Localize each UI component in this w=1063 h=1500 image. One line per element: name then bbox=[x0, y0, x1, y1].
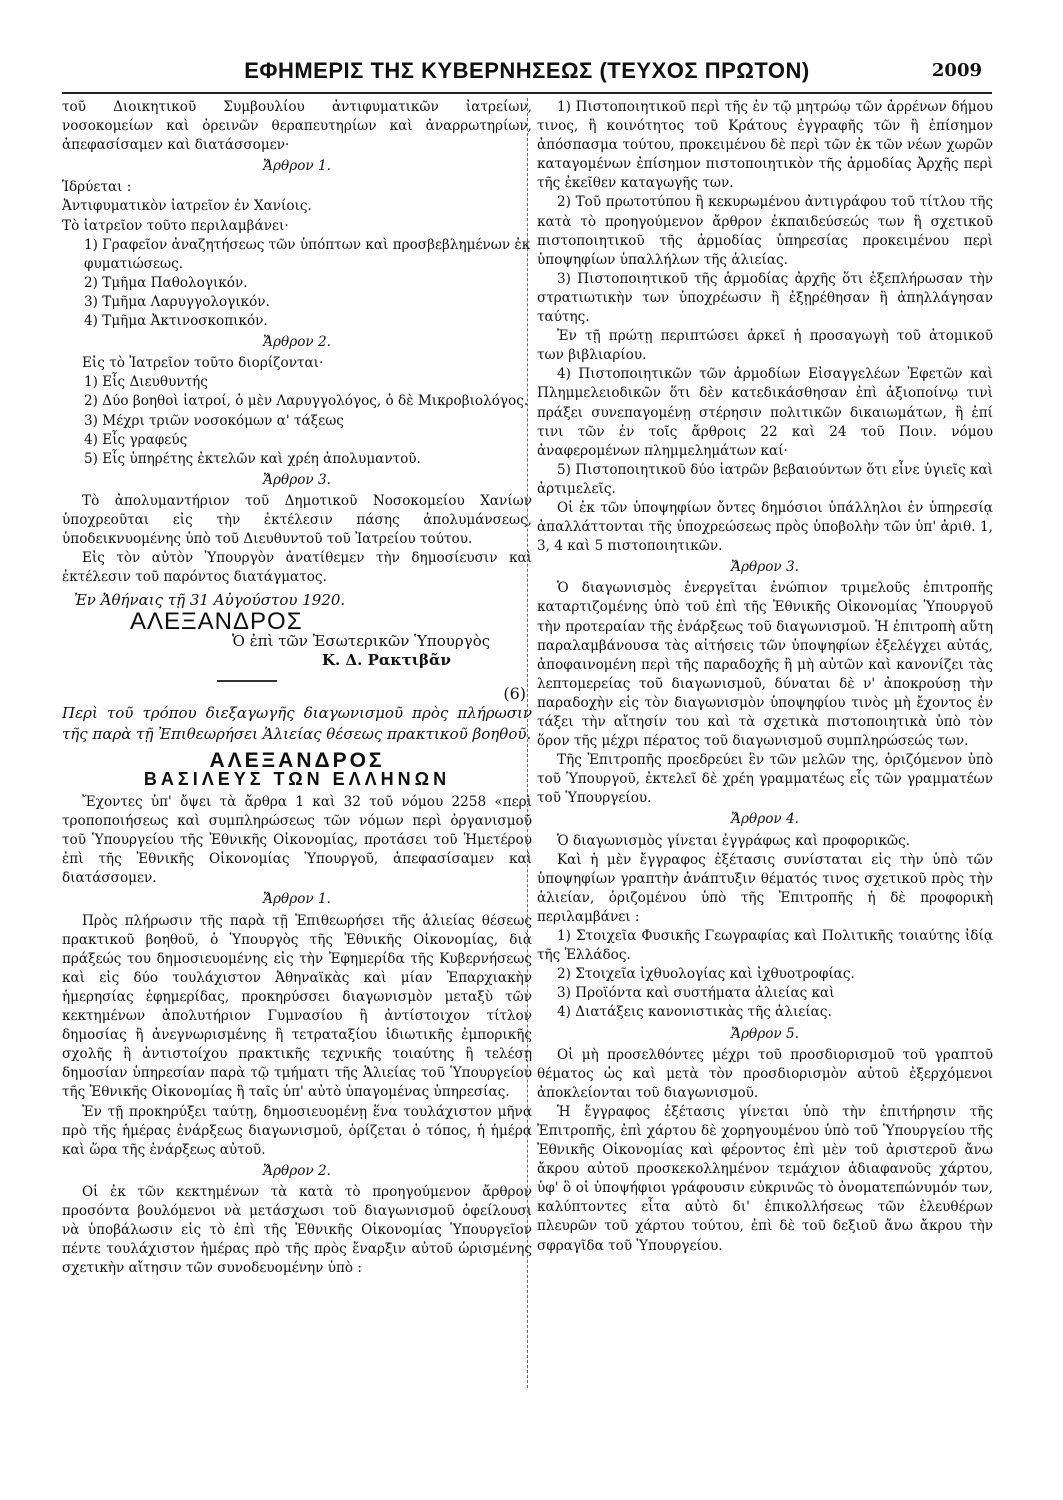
decree-number: (6) bbox=[503, 683, 526, 703]
king-signature: ΑΛΕΞΑΝΔΡΟΣ bbox=[130, 608, 303, 636]
paragraph: Ἱδρύεται : bbox=[62, 179, 132, 196]
list-item: 4) Πιστοποιητικῶν τῶν ἁρμοδίων Εἰσαγγελέων Ἐφετῶν καὶ Πλημμελειοδικῶν ὅτι δὲν κατεδικάσθησαν ἐπὶ ἀξιοποίνῳ τινὶ πράξει συνεπαγομένῃ στέρησιν πολιτικῶν δικαιωμάτων, ἢ ἐπί τινι τῶν ἐν τοῖς ἄρθροις 22 καὶ 24 τοῦ Ποιν. νόμου ἀναφερομένων πλημμελημάτων καί· bbox=[537, 366, 993, 459]
paragraph: Οἱ ἐκ τῶν κεκτημένων τὰ κατὰ τὸ προηγούμενον ἄρθρον προσόντα βουλόμενοι νὰ μετάσχωσι τοῦ διαγωνισμοῦ ὀφείλουσι νὰ ὑποβάλωσιν εἰς τὸ ἐπὶ τῆς Ἐθνικῆς Οἰκονομίας Ὑπουργεῖον πέντε τουλάχιστον ἡμέρας πρὸ τῆς πρὸς ἔναρξιν αὐτοῦ ὡρισμένης σχετικὴν αἴτησιν τῶν συνοδευομένην ὑπὸ : bbox=[62, 1183, 532, 1277]
article-heading: Ἄρθρον 3. bbox=[263, 471, 331, 488]
list-item: 3) Πιστοποιητικοῦ τῆς ἁρμοδίας ἀρχῆς ὅτι ἐξεπλήρωσαν τὴν στρατιωτικὴν των ὑποχρέωσιν ἢ ἐξῃρέθησαν ἢ ἀπηλλάγησαν ταύτης. bbox=[537, 270, 993, 326]
article-heading: Ἄρθρον 2. bbox=[263, 1162, 331, 1179]
list-item: 3) Τμῆμα Λαρυγγολογικόν. bbox=[84, 293, 270, 310]
royal-title: ΒΑΣΙΛΕΥΣ ΤΩΝ ΕΛΛΗΝΩΝ bbox=[143, 768, 451, 789]
minister-title: Ὁ ἐπὶ τῶν Ἐσωτερικῶν Ὑπουργὸς bbox=[232, 631, 491, 650]
paragraph: Οἱ ἐκ τῶν ὑποψηφίων ὄντες δημόσιοι ὑπάλληλοι ἐν ὑπηρεσίᾳ ἀπαλλάττονται τῆς ὑποχρεώσεως πρὸς ὑποβολὴν τῶν ὑπ' ἀριθ. 1, 3, 4 καὶ 5 πιστοποιητικῶν. bbox=[537, 499, 993, 555]
minister-name: Κ. Δ. Ρακτιβᾶν bbox=[322, 650, 451, 669]
list-item: 4) Διατάξεις κανονιστικὰς τῆς ἁλιείας. bbox=[557, 1004, 832, 1021]
paragraph: Πρὸς πλήρωσιν τῆς παρὰ τῇ Ἐπιθεωρήσει τῆς ἁλιείας θέσεως πρακτικοῦ βοηθοῦ, ὁ Ὑπουργὸς τῆς Ἐθνικῆς Οἰκονομίας, διὰ πράξεώς του δημοσιευομένης εἰς τὴν Ἐφημερίδα τῆς Κυβερνήσεως καὶ εἰς δύο τουλάχιστον Ἀθηναϊκὰς καὶ μίαν Ἐπαρχιακὴν ἡμερησίας ἐφημερίδας, προκηρύσσει διαγωνισμὸν μεταξὺ τῶν κεκτημένων ἀπολυτήριον Γυμνασίου ἢ ἀντίστοιχον τίτλον δημοσίας ἢ ἀνεγνωρισμένης ἢ τετραταξίου ἰδιωτικῆς ἐμπορικῆς σχολῆς ἢ ἀντιστοίχου πρακτικῆς τεχνικῆς τοιαύτης ἢ τελέσῃ δημοσίαν ὑπηρεσίαν παρὰ τῷ τμήματι τῆς Ἁλιείας τοῦ Ὑπουργείου τῆς Ἐθνικῆς Οἰκονομίας ἢ ταῖς ὑπ' αὐτὸ ὑπαγομένας ὑπηρεσίας. bbox=[62, 912, 532, 1101]
preamble: Ἔχοντες ὑπ' ὄψει τὰ ἄρθρα 1 καὶ 32 τοῦ νόμου 2258 «περὶ τροποποιήσεως καὶ συμπληρώσεως τῶν νόμων περὶ ὀργανισμοῦ τοῦ Ὑπουργείου τῆς Ἐθνικῆς Οἰκονομίας, προτάσει τοῦ Ἡμετέρου ἐπὶ τῆς Ἐθνικῆς Οἰκονομίας Ὑπουργοῦ, ἀπεφασίσαμεν καὶ διατάσσομεν. bbox=[62, 794, 532, 887]
article-heading: Ἄρθρον 1. bbox=[263, 891, 331, 908]
list-item: 5) Εἷς ὑπηρέτης ἐκτελῶν καὶ χρέη ἀπολυμαντοῦ. bbox=[84, 450, 421, 467]
header-rule bbox=[62, 92, 992, 94]
list-item: 1) Γραφεῖον ἀναζητήσεως τῶν ὑπόπτων καὶ προσβεβλημένων ἐκ φυματιώσεως. bbox=[84, 236, 531, 272]
list-item: 3) Προϊόντα καὶ συστήματα ἁλιείας καὶ bbox=[557, 985, 835, 1002]
article-heading: Ἄρθρον 4. bbox=[731, 811, 799, 828]
article-heading: Ἄρθρον 5. bbox=[731, 1025, 799, 1042]
list-item: 2) Δύο βοηθοὶ ἰατροί, ὁ μὲν Λαρυγγολόγος, ὁ δὲ Μικροβιολόγος. bbox=[84, 393, 529, 410]
list-item: 4) Εἷς γραφεύς bbox=[84, 431, 188, 448]
article-heading: Ἄρθρον 2. bbox=[263, 334, 331, 351]
paragraph: Ἡ ἔγγραφος ἐξέτασις γίνεται ὑπὸ τὴν ἐπιτήρησιν τῆς Ἐπιτροπῆς, ἐπὶ χάρτου δὲ χορηγουμένου ὑπὸ τοῦ Ὑπουργείου τῆς Ἐθνικῆς Οἰκονομίας καὶ φέροντος ἐπὶ μὲν τοῦ ἀριστεροῦ ἄνω ἄκρου αὐτοῦ προσκεκολλημένον τεμάχιον ἀδιαφανοῦς χάρτου, ὑφ' ὃ οἱ ὑποψήφιοι γράφουσιν εὐκρινῶς τὸ ὀνοματεπώνυμόν των, καλύπτοντες εἶτα αὐτὸ δι' ἐπικολλήσεως τῶν ἐλευθέρων πλευρῶν τοῦ χάρτου τούτου, ἐπὶ δὲ τοῦ δεξιοῦ ἄνω ἄκρου τὴν σφραγῖδα τοῦ Ὑπουργείου. bbox=[537, 1103, 993, 1254]
left-column bbox=[62, 98, 532, 1278]
list-item: 3) Μέχρι τριῶν νοσοκόμων α' τάξεως bbox=[84, 412, 344, 429]
page-header bbox=[62, 58, 992, 92]
list-item: 2) Τοῦ πρωτοτύπου ἢ κεκυρωμένου ἀντιγράφου τοῦ τίτλου τῆς κατὰ τὸ προηγούμενον ἄρθρον ἐκπαιδεύσεώς των ἢ σχετικοῦ πιστοποιητικοῦ τῆς ἁρμοδίας ὑπηρεσίας προκειμένου περὶ ὑποψηφίων ὑπαλλήλων τῆς ἁλιείας. bbox=[537, 194, 993, 268]
paragraph: Τὸ ἀπολυμαντήριον τοῦ Δημοτικοῦ Νοσοκομείου Χανίων ὑποχρεοῦται εἰς τὴν ἐκτέλεσιν πάσης ἀπολυμάνσεως, ὑποδεικνυομένης ὑπὸ τοῦ Διευθυντοῦ τοῦ Ἰατρείου τούτου. bbox=[62, 492, 532, 548]
page-number: 2009 bbox=[931, 60, 982, 81]
king-heading: ΑΛΕΞΑΝΔΡΟΣ bbox=[209, 748, 385, 772]
list-item: 2) Στοιχεῖα ἰχθυολογίας καὶ ἰχθυοτροφίας. bbox=[557, 966, 855, 983]
list-item: 1) Στοιχεῖα Φυσικῆς Γεωγραφίας καὶ Πολιτικῆς τοιαύτης ἰδίᾳ τῆς Ἑλλάδος. bbox=[537, 928, 993, 964]
paragraph: Οἱ μὴ προσελθόντες μέχρι τοῦ προσδιορισμοῦ τοῦ γραπτοῦ θέματος ὡς καὶ μετὰ τὸν προσδιορισμὸν αὐτοῦ ἐξερχόμενοι ἀποκλείονται τοῦ διαγωνισμοῦ. bbox=[537, 1046, 993, 1101]
list-item: 2) Τμῆμα Παθολογικόν. bbox=[84, 274, 248, 291]
paragraph: Εἰς τὸ Ἰατρεῖον τοῦτο διορίζονται· bbox=[82, 355, 324, 372]
paragraph: Ὁ διαγωνισμὸς γίνεται ἐγγράφως καὶ προφορικῶς. bbox=[557, 832, 911, 849]
paragraph: Τῆς Ἐπιτροπῆς προεδρεύει ἓν τῶν μελῶν της, ὁριζόμενον ὑπὸ τοῦ Ὑπουργοῦ, ἐκτελεῖ δὲ χρέη γραμματέως εἷς τῶν γραμματέων τοῦ Ὑπουργείου. bbox=[537, 752, 993, 807]
paragraph: Ἐν τῇ πρώτῃ περιπτώσει ἀρκεῖ ἡ προσαγωγὴ τοῦ ἀτομικοῦ των βιβλιαρίου. bbox=[537, 328, 993, 364]
paragraph: Ἐν τῇ προκηρύξει ταύτῃ, δημοσιευομένῃ ἕνα τουλάχιστον μῆνα πρὸ τῆς ἡμέρας ἐνάρξεως διαγωνισμοῦ, ὁρίζεται ὁ τόπος, ἡ ἡμέρα καὶ ὥρα τῆς ἐνάρξεως αὐτοῦ. bbox=[62, 1103, 532, 1158]
decree-title: Περὶ τοῦ τρόπου διεξαγωγῆς διαγωνισμοῦ πρὸς πλήρωσιν τῆς παρὰ τῇ Ἐπιθεωρήσει Ἁλιείας θέσεως πρακτικοῦ βοηθοῦ. bbox=[62, 703, 532, 743]
article-heading: Ἄρθρον 3. bbox=[731, 559, 799, 576]
decree-intro: τοῦ Διοικητικοῦ Συμβουλίου ἀντιφυματικῶν ἰατρείων, νοσοκομείων καὶ ὀρεινῶν θεραπευτηρίων καὶ ἀναρρωτηρίων, ἀπεφασίσαμεν καὶ διατάσσομεν· bbox=[62, 99, 532, 154]
decree-date: Ἐν Ἀθήναις τῇ 31 Αὐγούστου 1920. bbox=[74, 591, 346, 610]
list-item: 1) Εἷς Διευθυντής bbox=[84, 374, 208, 391]
list-item: 4) Τμῆμα Ἀκτινοσκοπικόν. bbox=[84, 313, 268, 330]
gazette-title: ΕΦΗΜΕΡΙΣ ΤΗΣ ΚΥΒΕΡΝΗΣΕΩΣ (ΤΕΥΧΟΣ ΠΡΩΤΟΝ) bbox=[244, 58, 810, 83]
paragraph: Εἰς τὸν αὐτὸν Ὑπουργὸν ἀνατίθεμεν τὴν δημοσίευσιν καὶ ἐκτέλεσιν τοῦ παρόντος διατάγματος. bbox=[62, 550, 532, 586]
list-item: 5) Πιστοποιητικοῦ δύο ἰατρῶν βεβαιούντων ὅτι εἶνε ὑγιεῖς καὶ ἀρτιμελεῖς. bbox=[537, 461, 993, 497]
article-heading: Ἄρθρον 1. bbox=[263, 158, 331, 175]
paragraph: Ἀντιφυματικὸν ἰατρεῖον ἐν Χανίοις. bbox=[62, 198, 312, 215]
paragraph: Ὁ διαγωνισμὸς ἐνεργεῖται ἐνώπιον τριμελοῦς ἐπιτροπῆς καταρτιζομένης ὑπὸ τοῦ ἐπὶ τῆς Ἐθνικῆς Οἰκονομίας Ὑπουργοῦ τὴν προτεραίαν τῆς ἐνάρξεως τοῦ διαγωνισμοῦ. Ἡ ἐπιτροπὴ αὕτη παραλαμβάνουσα τὰς αἰτήσεις τῶν ὑποψηφίων ἐξελέγχει αὐτάς, ἀποφαινομένη περὶ τῆς παραδοχῆς ἢ μὴ αὐτῶν καὶ κανονίζει τὰς λεπτομερείας τοῦ διαγωνισμοῦ, δύναται δὲ ν' ἀποκρούσῃ τὴν παραδοχὴν εἰς τὸν διαγωνισμὸν ὑποψηφίου τινὸς μὴ ἔχοντος ἐν τάξει τὴν αἴτησίν του καὶ τὰ σχετικὰ πιστοποιητικὰ ὑπὸ τὸν ὅρον τῆς μέχρι πέρατος τοῦ διαγωνισμοῦ συμπληρώσεώς των. bbox=[537, 580, 993, 750]
paragraph: Καὶ ἡ μὲν ἔγγραφος ἐξέτασις συνίσταται εἰς τὴν ὑπὸ τῶν ὑποψηφίων γραπτὴν ἀνάπτυξιν θέματός τινος σχετικοῦ πρὸς τὴν ἁλιείαν, ὁριζομένου ὑπὸ τῆς Ἐπιτροπῆς ἡ δὲ προφορικὴ περιλαμβάνει : bbox=[537, 851, 993, 925]
paragraph: Τὸ ἰατρεῖον τοῦτο περιλαμβάνει· bbox=[62, 217, 289, 234]
list-item: 1) Πιστοποιητικοῦ περὶ τῆς ἐν τῷ μητρώῳ τῶν ἀρρένων δήμου τινος, ἢ κοινότητος τοῦ Κράτους ἐγγραφῆς τῶν ἢ ἐπίσημον ἀπόσπασμα τούτου, προκειμένου δὲ περὶ τῶν ἐκ τῶν νέων χωρῶν καταγομένων ἐπίσημον πιστοποιητικὸν τῆς ἁρμοδίας Ἀρχῆς περὶ τῆς ἐκεῖθεν καταγωγῆς των. bbox=[537, 99, 993, 192]
right-column bbox=[537, 98, 993, 1256]
separator-rule bbox=[217, 680, 277, 682]
